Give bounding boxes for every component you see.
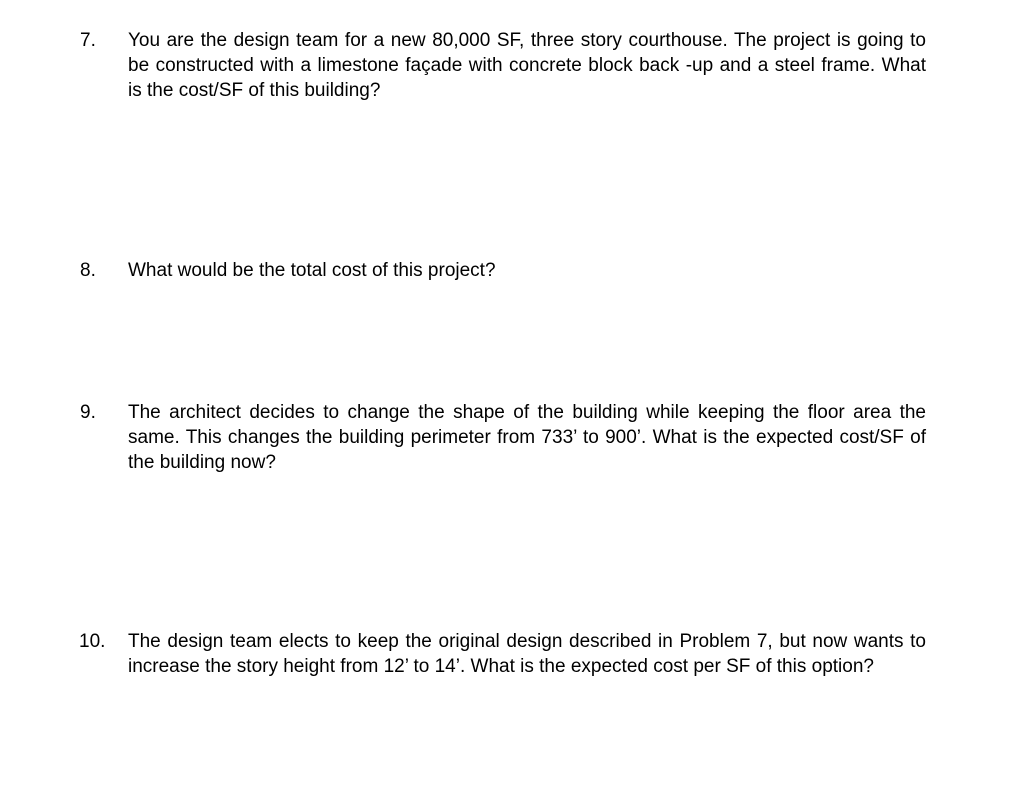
question-text: The design team elects to keep the original design described in Problem 7, but now wants to increase the story height from 12’ to 14’. What is the expected cost per SF of this option?	[128, 631, 926, 677]
question-number: 8.	[80, 260, 96, 281]
question-number: 7.	[80, 30, 96, 51]
question-text: What would be the total cost of this project?	[128, 260, 496, 281]
question-text: The architect decides to change the shape of the building while keeping the floor area the same. This changes the building perimeter from 733’ to 900’. What is the expected cost/SF of the building now?	[128, 402, 926, 473]
question-number: 10.	[79, 631, 106, 652]
question-number: 9.	[80, 402, 96, 423]
question-text: You are the design team for a new 80,000 SF, three story courthouse. The project is going to be constructed with a limestone façade with concrete block back -up and a steel frame. What is the cost/SF of this building?	[128, 30, 926, 101]
